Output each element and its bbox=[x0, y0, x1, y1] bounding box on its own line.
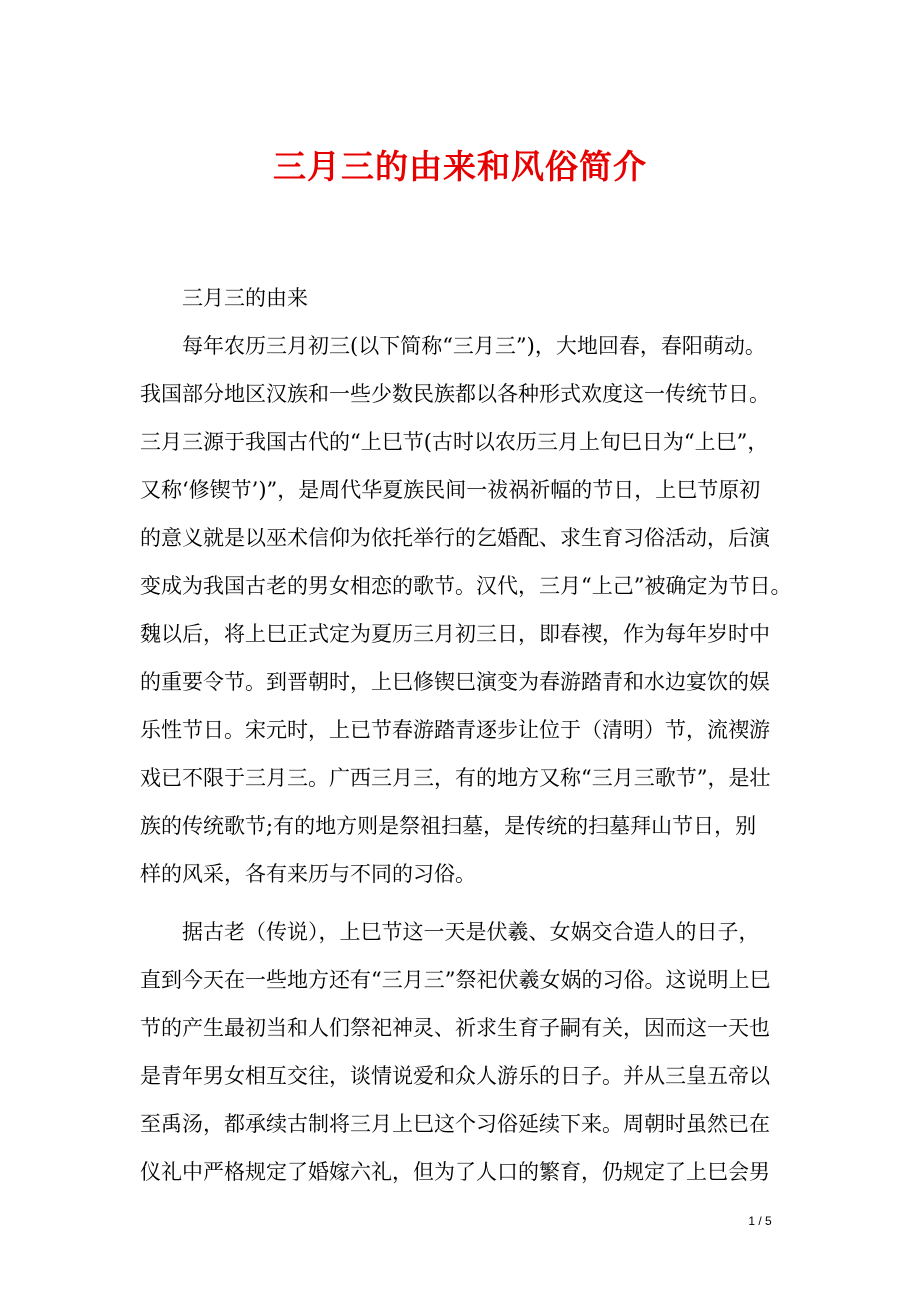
paragraph-line: 我国部分地区汉族和一些少数民族都以各种形式欢度这一传统节日。 bbox=[140, 382, 770, 406]
paragraph-line: 又称‘修锲节’)”，是周代华夏族民间一祓祸祈幅的节日，上巳节原初 bbox=[140, 478, 761, 502]
page-number: 1 / 5 bbox=[748, 1214, 772, 1228]
section-heading: 三月三的由来 bbox=[182, 286, 308, 310]
paragraph-line: 样的风采，各有来历与不同的习俗。 bbox=[140, 862, 476, 886]
paragraph-line: 是青年男女相互交往，谈情说爱和众人游乐的日子。并从三皇五帝以 bbox=[140, 1064, 770, 1088]
paragraph-line: 至禹汤，都承续古制将三月上巳这个习俗延续下来。周朝时虽然已在 bbox=[140, 1112, 770, 1136]
paragraph-line: 直到今天在一些地方还有“三月三”祭祀伏羲女娲的习俗。这说明上巳 bbox=[140, 968, 771, 992]
paragraph-line: 三月三源于我国古代的“上巳节(古时以农历三月上旬巳日为“上巳”， bbox=[140, 430, 769, 454]
paragraph-line: 仪礼中严格规定了婚嫁六礼，但为了人口的繁育，仍规定了上巳会男 bbox=[140, 1160, 770, 1184]
document-body bbox=[140, 274, 800, 1196]
paragraph-line: 乐性节日。宋元时，上已节春游踏青逐步让位于（清明）节，流禊游 bbox=[140, 718, 770, 742]
paragraph-1 bbox=[140, 322, 800, 898]
paragraph-line: 族的传统歌节;有的地方则是祭祖扫墓，是传统的扫墓拜山节日，别 bbox=[140, 814, 757, 838]
paragraph-line: 变成为我国古老的男女相恋的歌节。汉代，三月“上己”被确定为节日。 bbox=[140, 574, 792, 598]
paragraph-2 bbox=[140, 908, 800, 1196]
paragraph-line: 每年农历三月初三(以下简称“三月三”)，大地回春，春阳萌动。 bbox=[182, 334, 766, 358]
paragraph-line: 戏已不限于三月三。广西三月三，有的地方又称“三月三歌节”，是壮 bbox=[140, 766, 771, 790]
document-title: 三月三的由来和风俗简介 bbox=[273, 147, 647, 186]
paragraph-line: 魏以后，将上巳正式定为夏历三月初三日，即春禊，作为每年岁时中 bbox=[140, 622, 770, 646]
paragraph-line: 据古老（传说），上巳节这一天是伏羲、女娲交合造人的日子， bbox=[182, 920, 760, 944]
paragraph-line: 的重要令节。到晋朝时，上巳修锲巳演变为春游踏青和水边宴饮的娱 bbox=[140, 670, 770, 694]
paragraph-spacer bbox=[140, 898, 800, 908]
paragraph-line: 节的产生最初当和人们祭祀神灵、祈求生育子嗣有关，因而这一天也 bbox=[140, 1016, 770, 1040]
paragraph-line: 的意义就是以巫术信仰为依托举行的乞婚配、求生育习俗活动，后演 bbox=[140, 526, 770, 550]
